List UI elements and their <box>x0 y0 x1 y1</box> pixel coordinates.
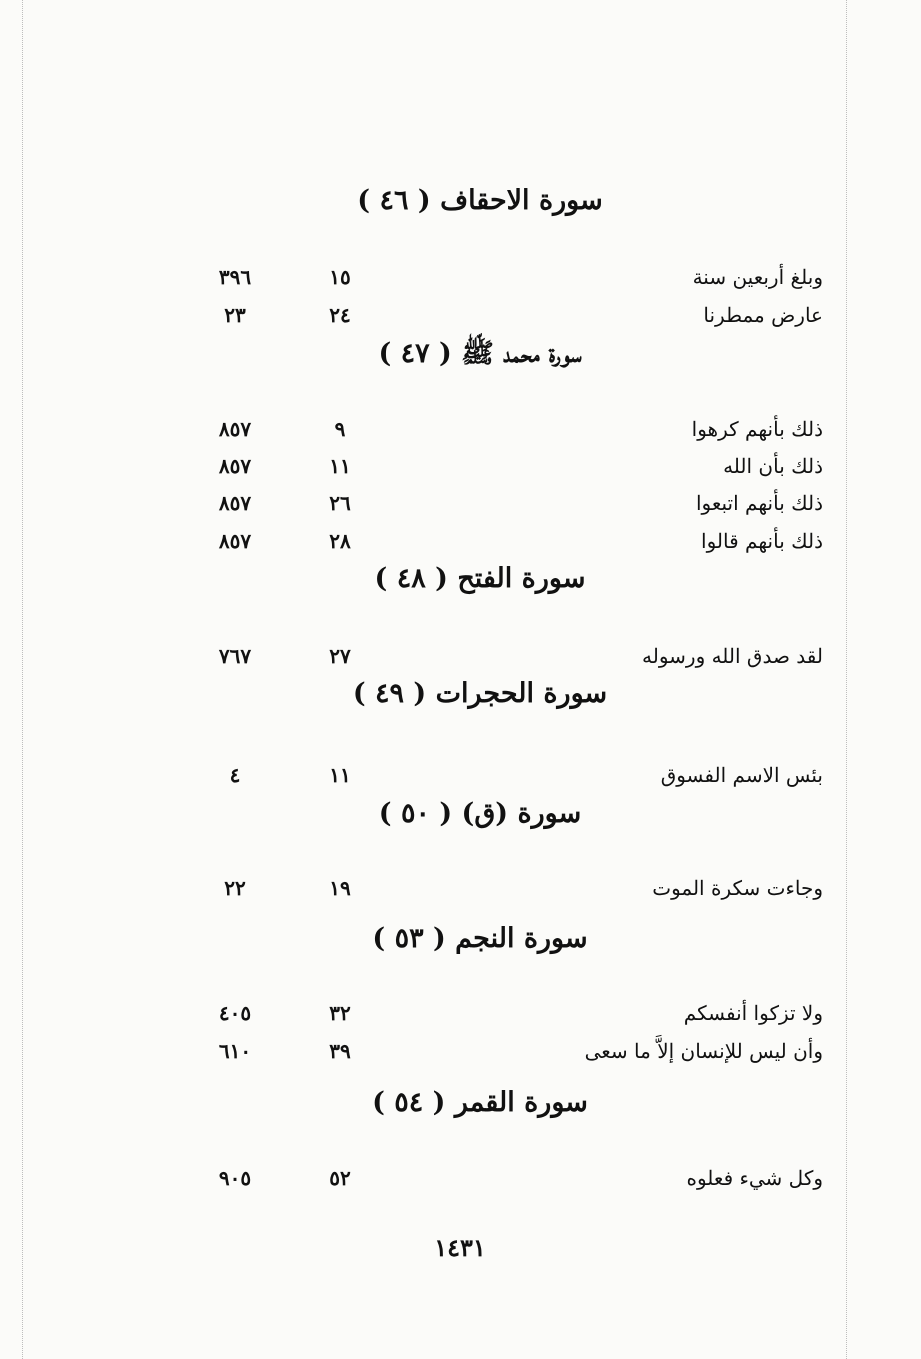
page-reference: ٨٥٧ <box>218 454 252 478</box>
table-row <box>0 640 921 672</box>
table-row <box>0 1162 921 1194</box>
surah-heading-najm: سورة النجم ( ٥٣ ) <box>372 923 588 954</box>
verse-text: لقد صدق الله ورسوله <box>642 644 823 668</box>
table-row <box>0 487 921 519</box>
surah-heading-qaf: سورة (ق) ( ٥٠ ) <box>378 798 582 829</box>
page-reference: ٤٠٥ <box>218 1001 252 1025</box>
verse-text: ذلك بأنهم قالوا <box>701 529 823 553</box>
page-reference: ٣٩٦ <box>218 265 252 289</box>
verse-text: ذلك بأنهم اتبعوا <box>695 491 823 515</box>
table-row <box>0 1035 921 1067</box>
right-edge-speckle <box>846 0 847 1359</box>
ayah-number: ٣٢ <box>329 1001 351 1025</box>
verse-text: عارض ممطرنا <box>703 303 823 327</box>
verse-text: وكل شيء فعلوه <box>686 1166 823 1190</box>
verse-text: بئس الاسم الفسوق <box>660 763 823 787</box>
ayah-number: ١٩ <box>329 876 351 900</box>
ayah-number: ١٥ <box>329 265 351 289</box>
page-reference: ٢٢ <box>224 876 246 900</box>
table-row <box>0 261 921 293</box>
page-reference: ٨٥٧ <box>218 529 252 553</box>
ayah-number: ٥٢ <box>329 1166 351 1190</box>
page-reference: ٢٣ <box>224 303 246 327</box>
page-reference: ٨٥٧ <box>218 491 252 515</box>
page-reference: ٩٠٥ <box>218 1166 252 1190</box>
ayah-number: ١١ <box>329 763 351 787</box>
verse-text: وأن ليس للإنسان إلاَّ ما سعى <box>584 1039 823 1063</box>
verse-text: وجاءت سكرة الموت <box>652 876 823 900</box>
page-reference: ٤ <box>229 763 241 787</box>
verse-text: وبلغ أربعين سنة <box>692 265 823 289</box>
table-row <box>0 299 921 331</box>
surah-heading-hujurat: سورة الحجرات ( ٤٩ ) <box>352 678 608 709</box>
ayah-number: ١١ <box>329 454 351 478</box>
verse-text: ولا تزكوا أنفسكم <box>683 1001 823 1025</box>
ayah-number: ٢٦ <box>329 491 351 515</box>
ayah-number: ٩ <box>334 417 346 441</box>
table-row <box>0 759 921 791</box>
surah-heading-ahqaf: سورة الاحقاف ( ٤٦ ) <box>357 185 603 216</box>
surah-heading-qamar: سورة القمر ( ٥٤ ) <box>372 1087 588 1118</box>
ayah-number: ٢٤ <box>329 303 351 327</box>
table-row <box>0 413 921 445</box>
table-row <box>0 525 921 557</box>
verse-text: ذلك بأن الله <box>723 454 823 478</box>
table-row <box>0 997 921 1029</box>
surah-heading-muhammad: سورة محمد ﷺ ( ٤٧ ) <box>378 338 582 369</box>
ayah-number: ٢٨ <box>329 529 351 553</box>
page-reference: ٨٥٧ <box>218 417 252 441</box>
surah-heading-fath: سورة الفتح ( ٤٨ ) <box>374 563 586 594</box>
page-reference: ٧٦٧ <box>218 644 252 668</box>
table-row <box>0 872 921 904</box>
table-row <box>0 450 921 482</box>
verse-text: ذلك بأنهم كرهوا <box>691 417 823 441</box>
ayah-number: ٢٧ <box>329 644 351 668</box>
left-edge-speckle <box>22 0 23 1359</box>
page-number: ١٤٣١ <box>434 1233 486 1262</box>
ayah-number: ٣٩ <box>329 1039 351 1063</box>
page-reference: ٦١٠ <box>218 1039 252 1063</box>
